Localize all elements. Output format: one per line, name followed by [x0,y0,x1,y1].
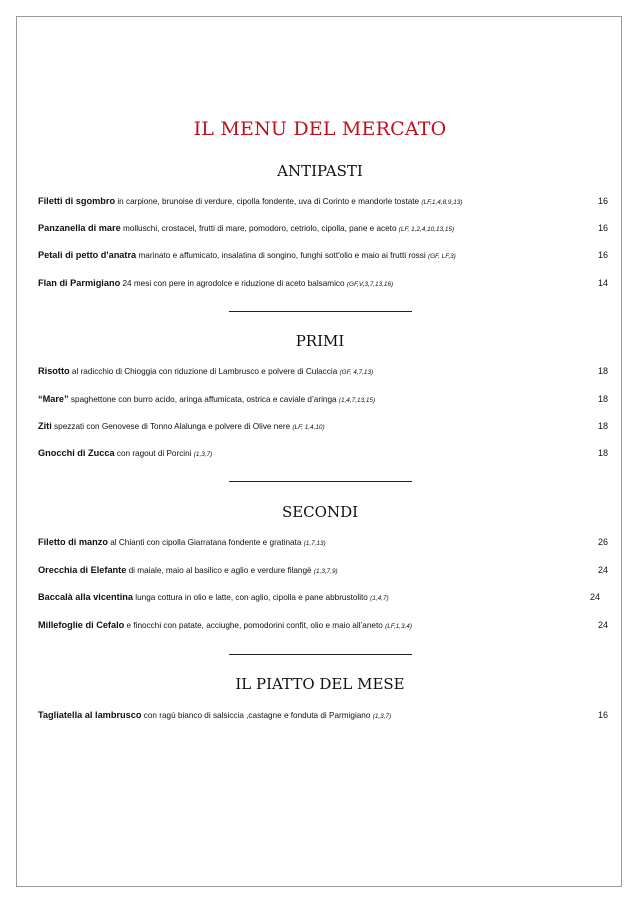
allergen-codes: (LF,1,4,8,9,13) [421,199,463,206]
section-divider [229,481,412,482]
dish-name: “Mare” [38,394,69,404]
menu-item [38,419,608,433]
dish-name: Filetto di manzo [38,537,108,547]
menu-item [38,364,608,378]
allergen-codes: (LF,1,3,4) [385,623,412,630]
dish-name: Panzanella di mare [38,223,121,233]
dish-name: Petali di petto d'anatra [38,250,137,260]
dish-price: 18 [597,421,608,431]
section-title-primi: PRIMI [295,332,345,350]
allergen-codes: (GF, 4,7,13) [339,369,374,376]
dish-price: 26 [597,537,608,547]
allergen-codes: (GF,V,3,7,13,16) [346,281,394,288]
menu-item [38,194,608,208]
menu-item [38,248,608,262]
allergen-codes: (1,4,7) [370,595,389,602]
dish-description: di maiale, maio al basilico e aglio e verdure filangè [126,566,314,575]
dish-description: spaghettone con burro acido, aringa affumicata, ostrica e caviale d’aringa [68,395,339,404]
dish-price: 24 [597,565,608,575]
allergen-codes: (1,7,13) [303,540,326,547]
dish-description: in carpione, brunoise di verdure, cipolla fondente, uva di Corinto e mandorle tostate [115,197,422,206]
allergen-codes: (LF, 1,2,4,10,13,15) [398,226,455,233]
menu-item [38,590,608,604]
dish-price: 14 [597,278,608,288]
dish-price: 18 [597,394,608,404]
menu-item [38,535,608,549]
dish-description: con ragout di Porcini [114,449,194,458]
dish-price: 24 [589,592,600,602]
dish-description: e finocchi con patate, acciughe, pomodorini confit, olio e maio all’aneto [124,621,386,630]
dish-price: 18 [597,448,608,458]
dish-name: Filetti di sgombro [38,196,116,206]
menu-title: IL MENU DEL MERCATO [193,118,447,140]
allergen-codes: (GF, LF,3) [427,253,456,260]
allergen-codes: (1,4,7,13,15) [338,397,376,404]
allergen-codes: (1,3,7,9) [313,568,338,575]
menu-item [38,446,608,460]
dish-price: 16 [597,223,608,233]
allergen-codes: (1,3,7) [372,713,392,720]
allergen-codes: (LF, 1,4,10) [292,424,325,431]
dish-name: Flan di Parmigiano [38,278,121,288]
menu-item [38,276,608,290]
menu-item [38,392,608,406]
section-divider [229,654,412,655]
dish-price: 16 [597,196,608,206]
dish-price: 24 [597,620,608,630]
dish-name: Ziti [38,421,52,431]
dish-price: 16 [597,250,608,260]
dish-description: al Chianti con cipolla Giarratana fondente e gratinata [107,538,304,547]
dish-description: 24 mesi con pere in agrodolce e riduzione di aceto balsamico [120,279,347,288]
dish-name: Tagliatella al lambrusco [38,710,142,720]
dish-description: lunga cottura in olio e latte, con aglio, cipolla e pane abbrustolito [133,593,371,602]
menu-item [38,563,608,577]
dish-description: spezzati con Genovese di Tonno Alalunga e polvere di Olive nere [51,422,293,431]
dish-description: al radicchio di Chioggia con riduzione di Lambrusco e polvere di Culaccia [69,367,340,376]
dish-name: Millefoglie di Cefalo [38,620,125,630]
allergen-codes: (1,3,7) [193,451,213,458]
menu-item [38,221,608,235]
menu-item [38,708,608,722]
section-title-antipasti: ANTIPASTI [277,162,363,180]
dish-price: 18 [597,366,608,376]
section-title-secondi: SECONDI [281,503,359,521]
dish-description: marinato e affumicato, insalatina di songino, funghi sott'olio e maio ai frutti rossi [136,251,428,260]
dish-name: Baccalà alla vicentina [38,592,133,602]
menu-item [38,618,608,632]
section-divider [229,311,412,312]
dish-description: molluschi, crostacei, frutti di mare, pomodoro, cetriolo, cipolla, pane e aceto [120,224,399,233]
dish-description: con ragù bianco di salsiccia ,castagne e fonduta di Parmigiano [141,711,373,720]
dish-price: 16 [597,710,608,720]
dish-name: Risotto [38,366,70,376]
dish-name: Gnocchi di Zucca [38,448,115,458]
dish-name: Orecchia di Elefante [38,565,127,575]
section-title-piatto-del-mese: IL PIATTO DEL MESE [235,675,405,693]
